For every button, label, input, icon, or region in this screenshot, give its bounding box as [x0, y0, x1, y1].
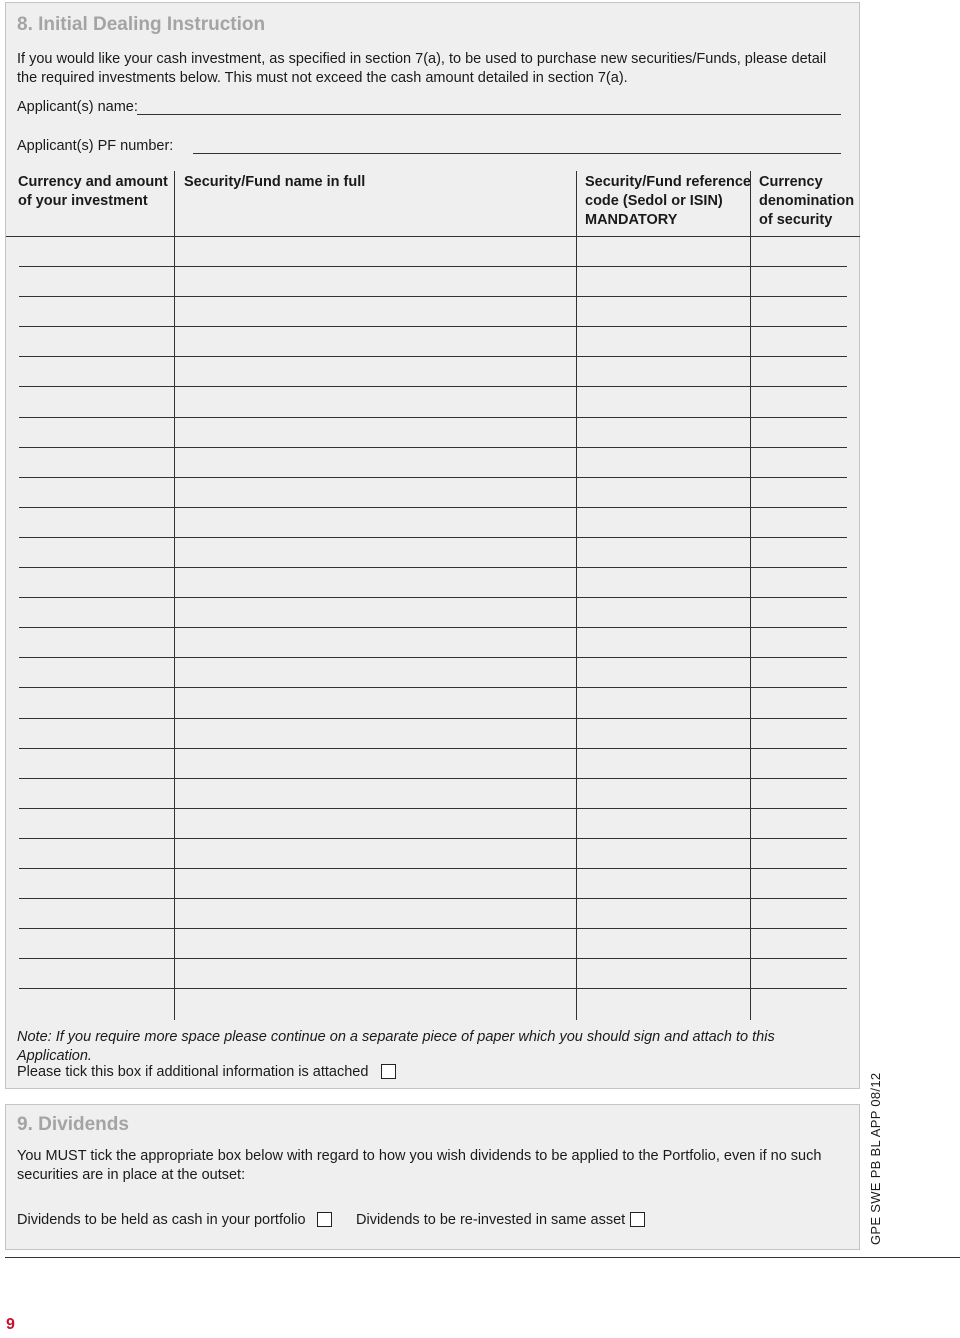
- table-row[interactable]: [19, 778, 847, 779]
- section-dividends: [5, 1104, 860, 1250]
- table-col-divider: [576, 171, 577, 1020]
- table-row[interactable]: [19, 627, 847, 628]
- applicant-name-field[interactable]: [137, 114, 841, 115]
- table-row[interactable]: [19, 386, 847, 387]
- dividends-cash-checkbox[interactable]: [317, 1212, 332, 1227]
- additional-info-checkbox[interactable]: [381, 1064, 396, 1079]
- table-row[interactable]: [19, 326, 847, 327]
- section-8-intro: If you would like your cash investment, as specified in section 7(a), to be used to purchase new securities/Funds, please detail the required investments below. This must not exceed the cash amount detailed in section 7(a).: [17, 51, 827, 86]
- applicant-pf-field[interactable]: [193, 153, 841, 154]
- table-row[interactable]: [19, 988, 847, 989]
- table-col-divider: [750, 171, 751, 1020]
- note-body: If you require more space please continue on a separate piece of paper which you should sign and attach to this Application.: [17, 1029, 775, 1064]
- dividends-reinvest-label: Dividends to be re-invested in same asset: [356, 1212, 626, 1228]
- section-9-intro: You MUST tick the appropriate box below with regard to how you wish dividends to be applied to the Portfolio, even if no such securities are in place at the outset:: [17, 1148, 822, 1183]
- dividends-reinvest-checkbox[interactable]: [630, 1212, 645, 1227]
- footer-rule: [5, 1257, 960, 1258]
- table-row[interactable]: [19, 567, 847, 568]
- table-row[interactable]: [19, 808, 847, 809]
- col-header-security-name: Security/Fund name in full: [184, 174, 366, 190]
- note-prefix: Note:: [17, 1029, 52, 1045]
- table-row[interactable]: [19, 928, 847, 929]
- applicant-pf-label: Applicant(s) PF number:: [17, 138, 174, 154]
- table-row[interactable]: [19, 356, 847, 357]
- col-header-currency-denomination: Currency denomination of security: [759, 174, 855, 228]
- col-header-reference-code: Security/Fund reference code (Sedol or ISIN) MANDATORY: [585, 174, 751, 228]
- table-col-divider: [174, 171, 175, 1020]
- table-row[interactable]: [19, 597, 847, 598]
- table-header-rule: [6, 236, 860, 237]
- page-number: 9: [6, 1316, 15, 1333]
- applicant-name-label: Applicant(s) name:: [17, 99, 138, 115]
- table-row[interactable]: [19, 447, 847, 448]
- table-row[interactable]: [19, 296, 847, 297]
- section-9-title: 9. Dividends: [17, 1114, 129, 1135]
- table-row[interactable]: [19, 958, 847, 959]
- section-8-title: 8. Initial Dealing Instruction: [17, 14, 266, 35]
- table-row[interactable]: [19, 718, 847, 719]
- note-text: [17, 1028, 847, 1066]
- table-row[interactable]: [19, 266, 847, 267]
- table-row[interactable]: [19, 748, 847, 749]
- table-row[interactable]: [19, 838, 847, 839]
- table-row[interactable]: [19, 477, 847, 478]
- col-header-currency-amount: Currency and amount of your investment: [18, 174, 168, 209]
- form-reference-code: GPE SWE PB BL APP 08/12: [868, 1072, 883, 1245]
- table-row[interactable]: [19, 507, 847, 508]
- table-row[interactable]: [19, 687, 847, 688]
- additional-info-label: Please tick this box if additional information is attached: [17, 1064, 369, 1080]
- table-row[interactable]: [19, 898, 847, 899]
- dividends-cash-label: Dividends to be held as cash in your portfolio: [17, 1212, 306, 1228]
- table-row[interactable]: [19, 537, 847, 538]
- table-row[interactable]: [19, 868, 847, 869]
- table-row[interactable]: [19, 657, 847, 658]
- section-initial-dealing-instruction: [5, 2, 860, 1089]
- table-row[interactable]: [19, 417, 847, 418]
